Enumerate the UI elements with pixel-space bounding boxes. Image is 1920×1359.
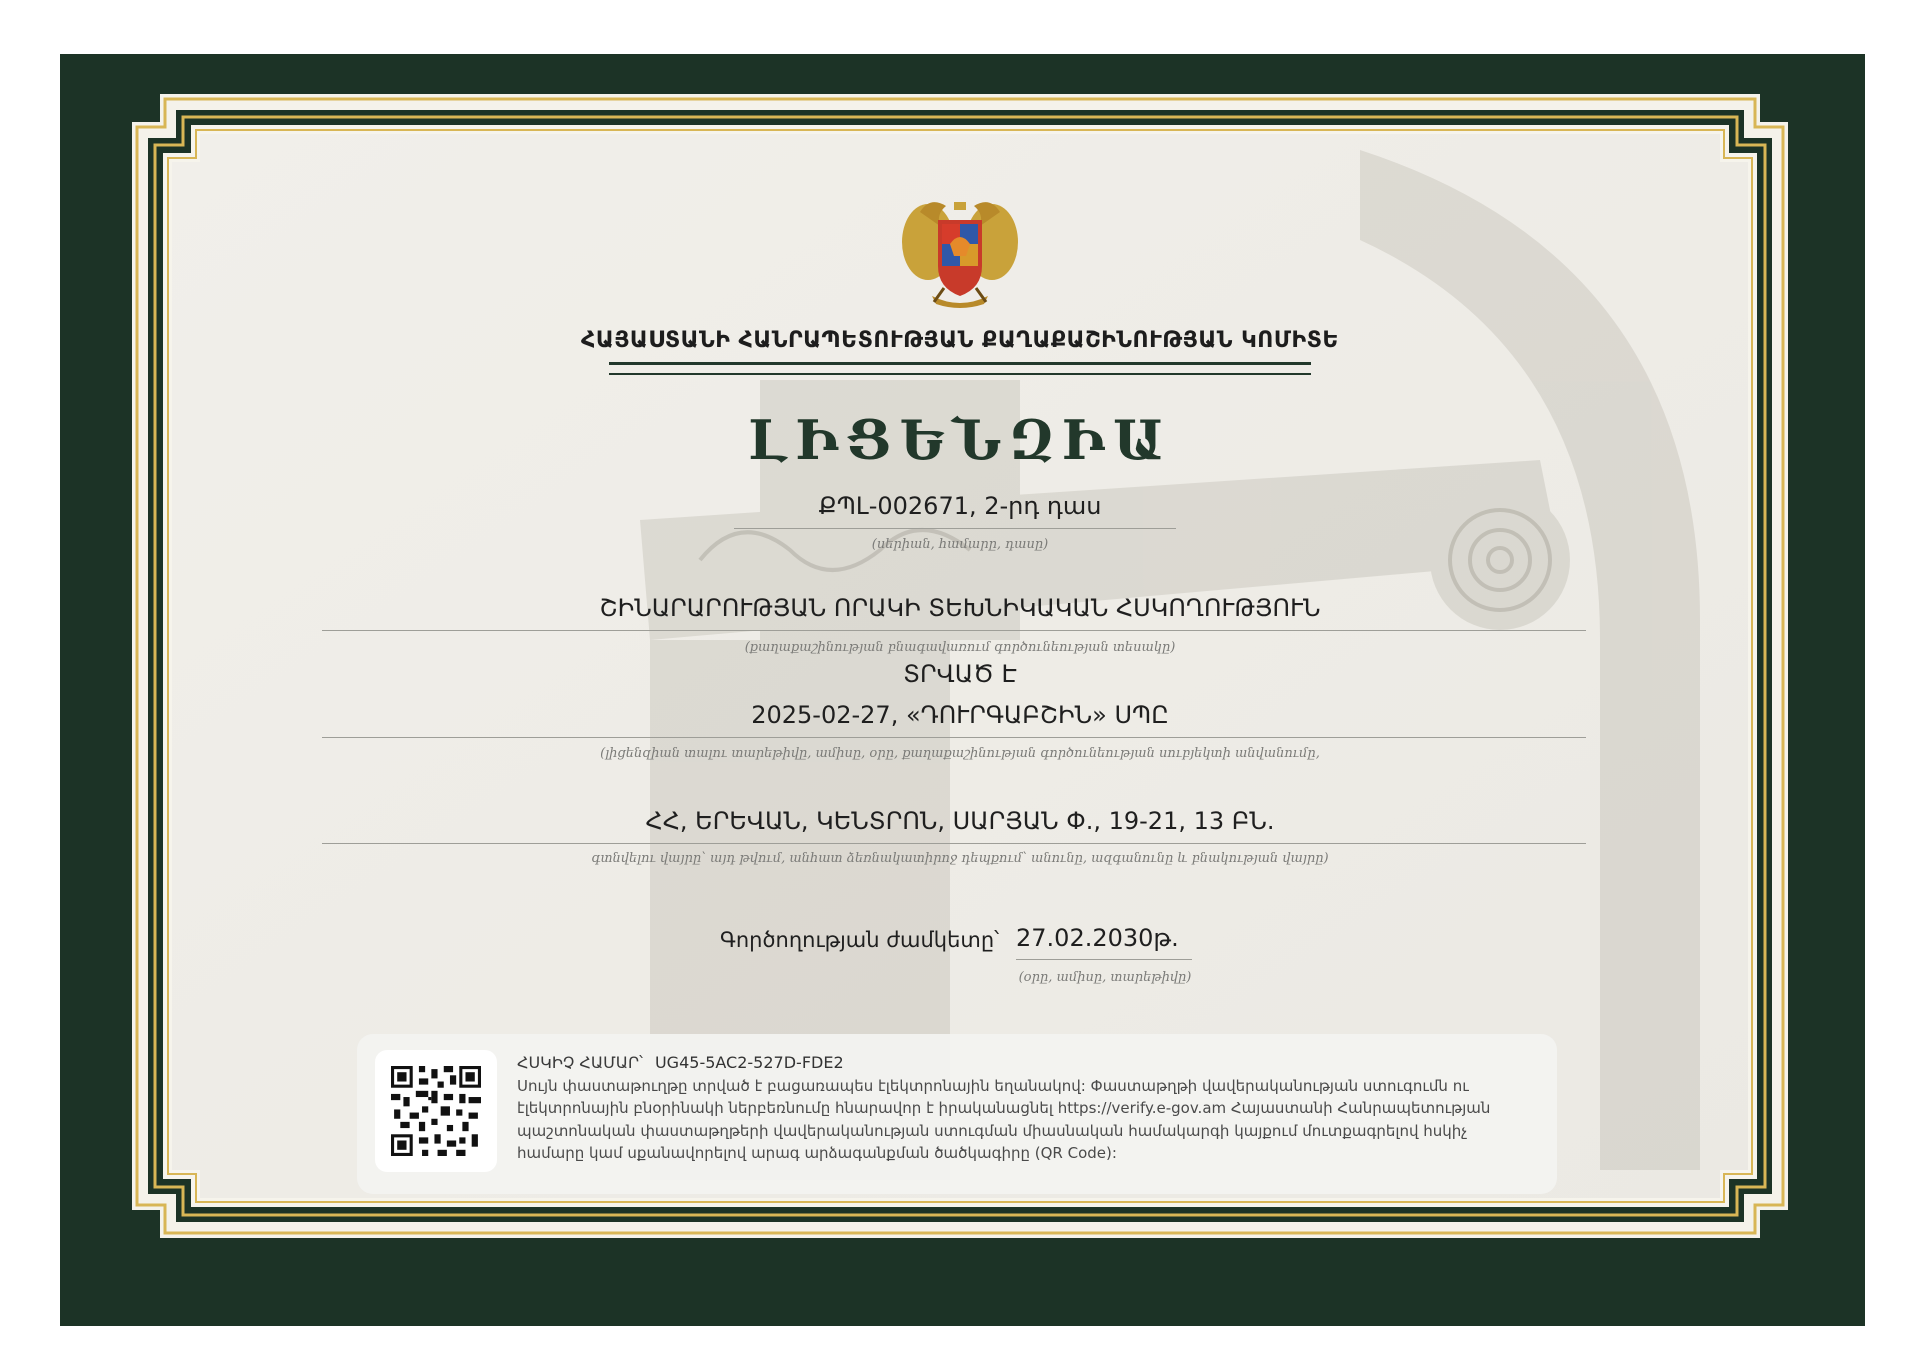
header-double-rule [609,362,1311,375]
qr-code-container[interactable] [375,1050,497,1172]
validity-rule [1016,959,1192,960]
verification-code-value[interactable]: UG45-5AC2-527D-FDE2 [654,1053,844,1072]
license-number: ՔՊԼ-002671, 2-րդ դաս [818,492,1102,520]
qr-code-icon [391,1066,481,1156]
document-title: ԼԻՑԵՆԶԻԱ [748,408,1172,472]
activity-rule [322,630,1586,631]
activity-type: ՇԻՆԱՐԱՐՈՒԹՅԱՆ ՈՐԱԿԻ ՏԵԽՆԻԿԱԿԱՆ ՀՍԿՈՂՈՒԹՅՈՒՆ [599,594,1321,622]
issued-rule [322,737,1586,738]
verification-panel [357,1034,1557,1194]
armenian-coat-of-arms-icon [898,192,1022,310]
address-rule [322,843,1586,844]
activity-caption: (քաղաքաշինության բնագավառում գործունեության տեսակը) [744,640,1176,655]
issued-caption: (լիցենզիան տալու տարեթիվը, ամիսը, օրը, քաղաքաշինության գործունեության սուբյեկտի անվանումը, [600,746,1320,761]
validity-label: Գործողության ժամկետը՝ [720,928,1000,952]
address-caption: գտնվելու վայրը՝ այդ թվում, անհատ ձեռնակատիրոջ դեպքում՝ անունը, ազգանունը և բնակության վայրը) [591,851,1329,866]
verification-text-block [517,1052,1537,1165]
issued-to: 2025-02-27, «ԴՈՒՐԳԱԲՇԻՆ» ՍՊԸ [751,701,1169,729]
verification-code-label: ՀՍԿԻՉ ՀԱՄԱՐ՝ [517,1053,643,1072]
issued-label: ՏՐՎԱԾ Է [903,660,1017,688]
license-number-rule [734,528,1176,529]
issuing-committee: ՀԱՅԱՍՏԱՆԻ ՀԱՆՐԱՊԵՏՈՒԹՅԱՆ ՔԱՂԱՔԱՇԻՆՈՒԹՅԱՆ ԿՈՄԻՏԵ [581,328,1339,353]
verification-instructions: Սույն փաստաթուղթը տրված է բացառապես էլեկտրոնային եղանակով: Փաստաթղթի վավերականության ստուգումն ու էլեկտրոնային բնօրինակի ներբեռնումը հնարավոր է իրականացնել https://verify.e-gov.am Հայաստանի Հանրապետության պաշտոնական փաստաթղթերի վավերականության ստուգման միասնական համակարգի կայքում մուտքագրելով հսկիչ համարը կամ սքանավորելով արագ արձագանքման ծածկագիրը (QR Code): [517,1076,1491,1162]
validity-date: 27.02.2030թ. [1016,924,1179,952]
license-number-caption: (սերիան, համարը, դասը) [871,537,1049,552]
subject-address: ՀՀ, ԵՐԵՎԱՆ, ԿԵՆՏՐՈՆ, ՍԱՐՅԱՆ Փ., 19-21, 13 ԲՆ. [645,807,1275,835]
verification-code-line [517,1052,1537,1075]
validity-caption: (օրը, ամիսը, տարեթիվը) [1018,970,1192,985]
